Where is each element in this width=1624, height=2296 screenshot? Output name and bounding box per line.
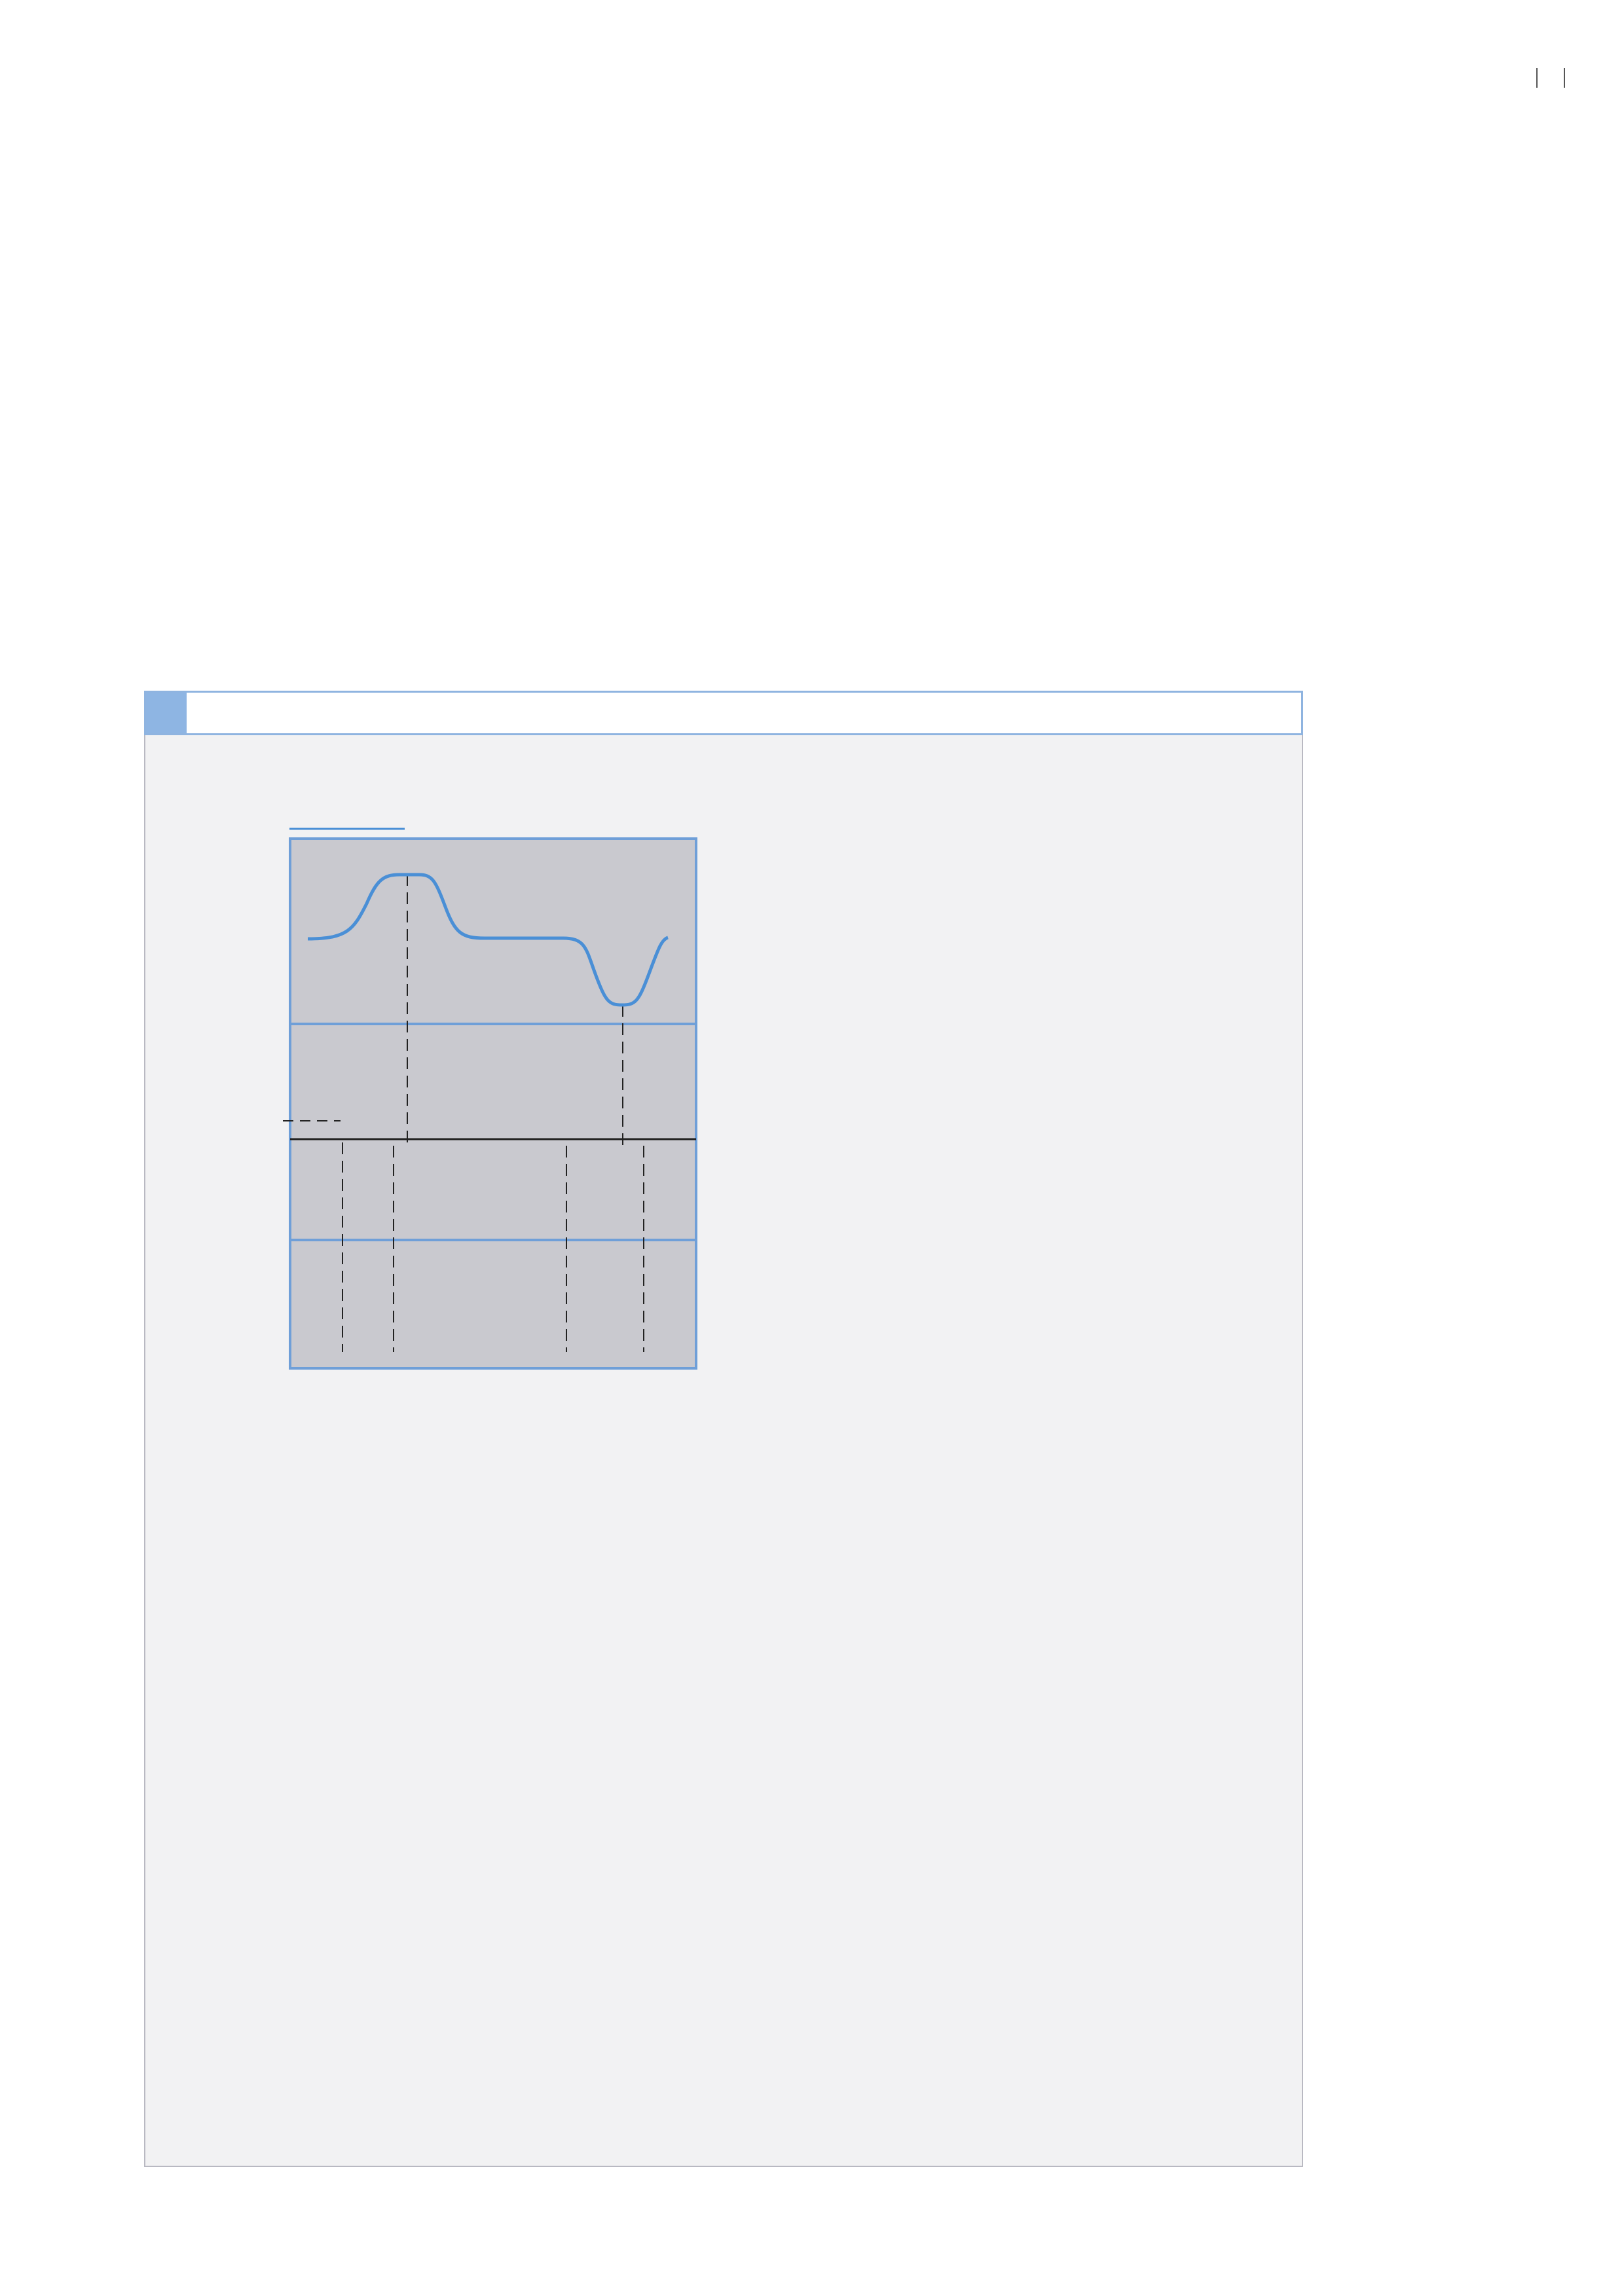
plot-trigger bbox=[290, 1240, 696, 1368]
plot-u bbox=[290, 1024, 696, 1240]
plot-l bbox=[290, 839, 696, 1024]
panel-a-passive bbox=[282, 829, 696, 1368]
